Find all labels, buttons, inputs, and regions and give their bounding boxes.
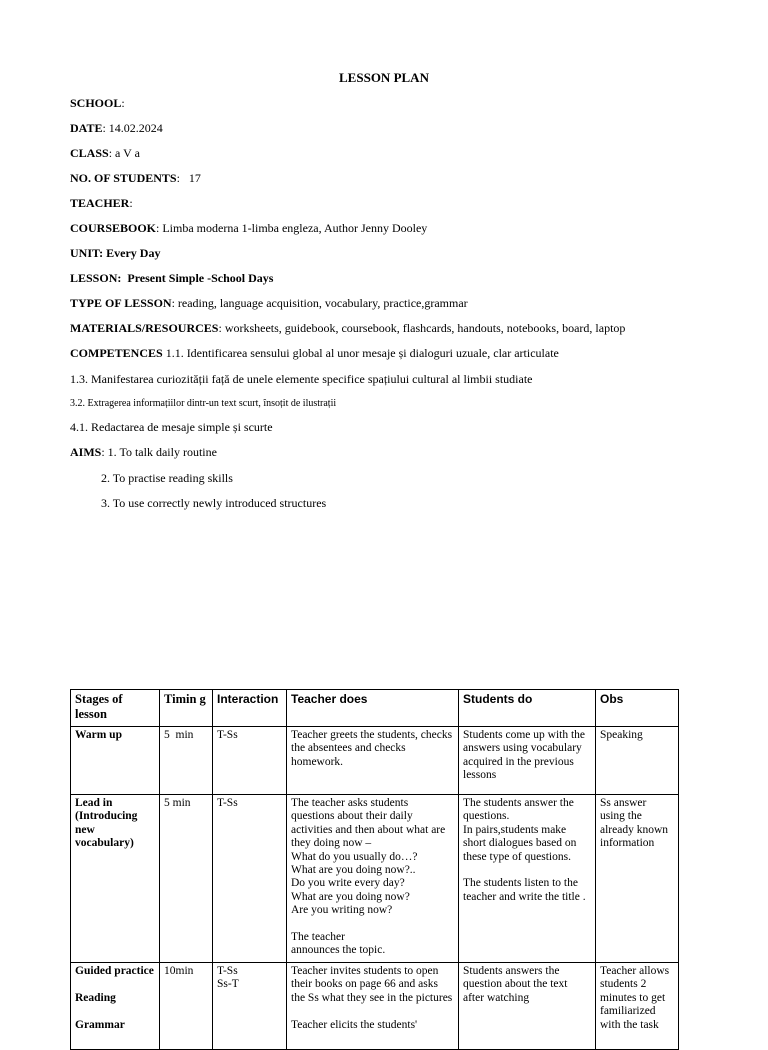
header-obs: Obs bbox=[596, 690, 679, 727]
type-line bbox=[70, 296, 468, 311]
interaction-cell: T-Ss bbox=[213, 795, 287, 963]
aims-line bbox=[70, 445, 217, 460]
aim-3: 3. To use correctly newly introduced structures bbox=[101, 496, 327, 510]
stage-cell: Lead in (Introducing new vocabulary) bbox=[71, 795, 160, 963]
aim-1: : 1. To talk daily routine bbox=[101, 445, 217, 459]
timing-cell: 5 min bbox=[160, 727, 213, 795]
class-value: : a V a bbox=[108, 146, 140, 160]
interaction-cell: T-Ss bbox=[213, 727, 287, 795]
table-row bbox=[71, 727, 679, 795]
competence-1-1: 1.1. Identificarea sensului global al unor mesaje și dialoguri uzuale, clar articulate bbox=[162, 346, 559, 360]
document-title: LESSON PLAN bbox=[339, 70, 429, 85]
unit-line bbox=[70, 246, 160, 261]
type-label: TYPE OF LESSON bbox=[70, 296, 172, 310]
class-label: CLASS bbox=[70, 146, 109, 160]
header-teacher-does: Teacher does bbox=[287, 690, 459, 727]
students-count-line bbox=[70, 171, 201, 186]
lesson-line bbox=[70, 271, 273, 286]
lesson-plan-table bbox=[70, 689, 679, 1050]
aim-2: 2. To practise reading skills bbox=[101, 471, 233, 485]
students-do-cell: Students answers the question about the text after watching bbox=[459, 962, 596, 1049]
students-count-label: NO. OF STUDENTS bbox=[70, 171, 177, 185]
coursebook-label: COURSEBOOK bbox=[70, 221, 157, 235]
aims-label: AIMS bbox=[70, 445, 102, 459]
school-line bbox=[70, 96, 125, 111]
stage-cell: Warm up bbox=[71, 727, 160, 795]
materials-label: MATERIALS/RESOURCES bbox=[70, 321, 219, 335]
class-line bbox=[70, 146, 140, 161]
header-timing: Timin g bbox=[160, 690, 213, 727]
type-value: : reading, language acquisition, vocabulary, practice,grammar bbox=[171, 296, 468, 310]
students-do-cell: The students answer the questions. In pairs,students make short dialogues based on these type of questions. The students listen to the teacher and write the title . bbox=[459, 795, 596, 963]
table-row bbox=[71, 962, 679, 1049]
obs-cell: Speaking bbox=[596, 727, 679, 795]
teacher-does-cell: Teacher greets the students, checks the absentees and checks homework. bbox=[287, 727, 459, 795]
unit-value: : Every Day bbox=[99, 246, 161, 260]
lesson-label: LESSON: bbox=[70, 271, 122, 285]
timing-cell: 10min bbox=[160, 962, 213, 1049]
date-line bbox=[70, 121, 163, 136]
teacher-line bbox=[70, 196, 133, 211]
teacher-value: : bbox=[129, 196, 133, 210]
teacher-does-cell: The teacher asks students questions about their daily activities and then about what are they doing now – What do you usually do…? What are you doing now?.. Do you write every day? What are you doing now? Are you writing now? The teacher announces the topic. bbox=[287, 795, 459, 963]
coursebook-line bbox=[70, 221, 427, 236]
header-interaction: Interaction bbox=[213, 690, 287, 727]
timing-cell: 5 min bbox=[160, 795, 213, 963]
coursebook-value: : Limba moderna 1-limba engleza, Author Jenny Dooley bbox=[156, 221, 428, 235]
school-value: : bbox=[121, 96, 125, 110]
header-stages: Stages of lesson bbox=[71, 690, 160, 727]
lesson-value: Present Simple -School Days bbox=[121, 271, 274, 285]
table-row bbox=[71, 795, 679, 963]
teacher-label: TEACHER bbox=[70, 196, 130, 210]
header-students-do: Students do bbox=[459, 690, 596, 727]
unit-label: UNIT bbox=[70, 246, 100, 260]
competence-3-2: 3.2. Extragerea informațiilor dintr-un text scurt, însoțit de ilustrații bbox=[70, 398, 337, 409]
materials-value: : worksheets, guidebook, coursebook, flashcards, handouts, notebooks, board, laptop bbox=[218, 321, 626, 335]
obs-cell: Ss answer using the already known information bbox=[596, 795, 679, 963]
interaction-cell: T-Ss Ss-T bbox=[213, 962, 287, 1049]
teacher-does-cell: Teacher invites students to open their books on page 66 and asks the Ss what they see in the pictures Teacher elicits the students' bbox=[287, 962, 459, 1049]
students-count-value: : 17 bbox=[176, 171, 201, 185]
competences-label: COMPETENCES bbox=[70, 346, 163, 360]
students-do-cell: Students come up with the answers using vocabulary acquired in the previous lessons bbox=[459, 727, 596, 795]
school-label: SCHOOL bbox=[70, 96, 122, 110]
date-label: DATE bbox=[70, 121, 103, 135]
competences-line bbox=[70, 346, 559, 361]
stage-cell: Guided practice Reading Grammar bbox=[71, 962, 160, 1049]
date-value: : 14.02.2024 bbox=[102, 121, 163, 135]
competence-4-1: 4.1. Redactarea de mesaje simple și scurte bbox=[70, 420, 273, 434]
table-header-row bbox=[71, 690, 679, 727]
competence-1-3: 1.3. Manifestarea curiozității față de unele elemente specifice spațiului cultural al limbii studiate bbox=[70, 372, 533, 386]
materials-line bbox=[70, 321, 625, 336]
obs-cell: Teacher allows students 2 minutes to get familiarized with the task bbox=[596, 962, 679, 1049]
